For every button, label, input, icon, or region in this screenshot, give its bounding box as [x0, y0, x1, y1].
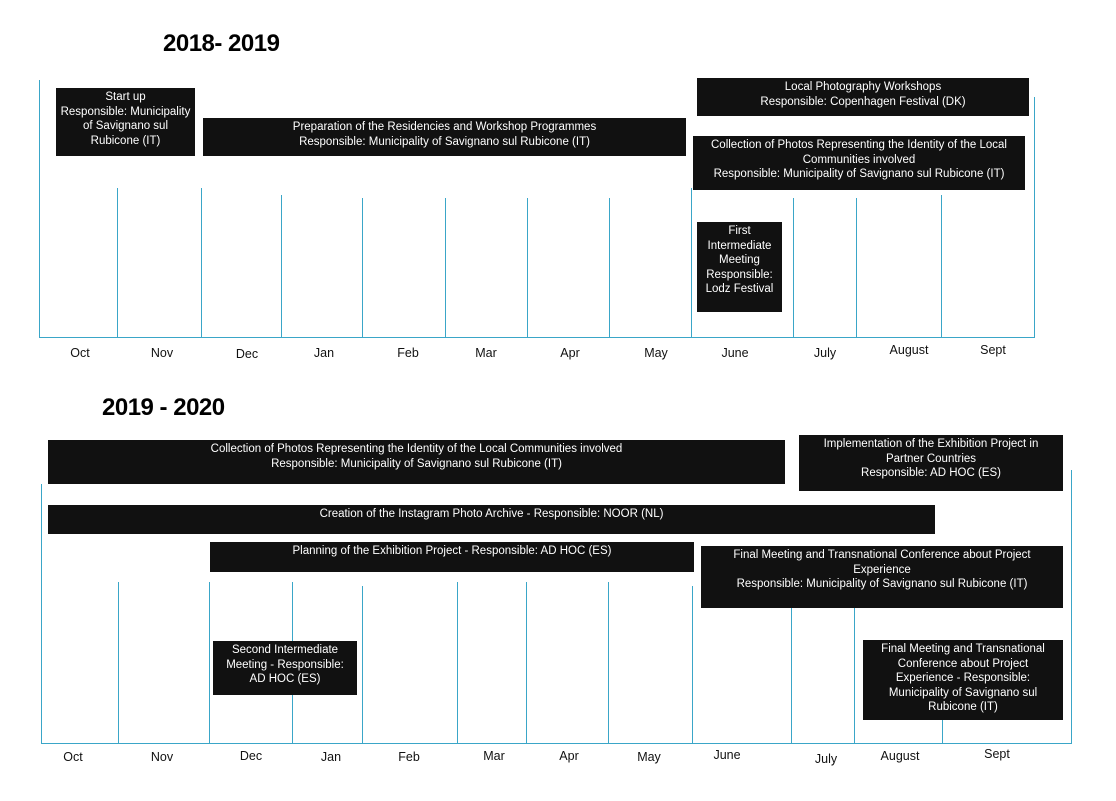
- gridline: [41, 484, 42, 744]
- month-label: August: [880, 749, 920, 763]
- box-implementation: Implementation of the Exhibition Project in Partner Countries Responsible: AD HOC (ES): [799, 435, 1063, 491]
- month-label: June: [721, 346, 749, 360]
- box-start-up: Start up Responsible: Municipality of Savignano sul Rubicone (IT): [56, 88, 195, 156]
- month-label: Apr: [560, 346, 580, 360]
- month-label: Mar: [475, 346, 497, 360]
- month-label: June: [713, 748, 741, 762]
- month-label: Dec: [239, 749, 263, 763]
- month-label: May: [637, 750, 661, 764]
- baseline: [39, 337, 1035, 338]
- box-photo-workshops: Local Photography Workshops Responsible: Copenhagen Festival (DK): [697, 78, 1029, 116]
- box-first-meeting: First Intermediate Meeting Responsible: Lodz Festival: [697, 222, 782, 312]
- section-1-title: 2018- 2019: [163, 30, 280, 57]
- box-final-meeting-small: Final Meeting and Transnational Conference about Project Experience - Responsible: Municipality of Savignano sul Rubicone (IT): [863, 640, 1063, 720]
- box-instagram: Creation of the Instagram Photo Archive - Responsible: NOOR (NL): [48, 505, 935, 534]
- gridline: [526, 582, 527, 744]
- gridline: [209, 582, 210, 744]
- baseline: [41, 743, 1072, 744]
- box-collection-2: Collection of Photos Representing the Identity of the Local Communities involved Responsible: Municipality of Savignano sul Rubicone (IT): [48, 440, 785, 484]
- month-label: Feb: [397, 346, 419, 360]
- month-label: Oct: [70, 346, 90, 360]
- gridline: [457, 582, 458, 744]
- month-label: Dec: [235, 347, 259, 361]
- month-label: Oct: [63, 750, 83, 764]
- gridline: [608, 582, 609, 744]
- month-label: July: [813, 346, 837, 360]
- gridline: [941, 195, 942, 338]
- month-label: Nov: [150, 750, 174, 764]
- month-label: Jan: [320, 750, 342, 764]
- gridline: [362, 198, 363, 338]
- gridline: [1071, 470, 1072, 744]
- month-label: August: [889, 343, 929, 357]
- month-label: Jan: [313, 346, 335, 360]
- gridline: [118, 582, 119, 744]
- month-label: Sept: [980, 343, 1006, 357]
- gridline: [609, 198, 610, 338]
- month-label: Nov: [150, 346, 174, 360]
- gridline: [791, 607, 792, 744]
- gridline: [281, 195, 282, 338]
- gridline: [39, 80, 40, 338]
- box-collection-1: Collection of Photos Representing the Identity of the Local Communities involved Responsible: Municipality of Savignano sul Rubicone (IT): [693, 136, 1025, 190]
- gridline: [1034, 97, 1035, 338]
- gridline: [692, 586, 693, 744]
- gridline: [445, 198, 446, 338]
- gridline: [793, 198, 794, 338]
- box-preparation: Preparation of the Residencies and Workshop Programmes Responsible: Municipality of Savignano sul Rubicone (IT): [203, 118, 686, 156]
- gridline: [942, 720, 943, 744]
- box-planning: Planning of the Exhibition Project - Responsible: AD HOC (ES): [210, 542, 694, 572]
- month-label: May: [644, 346, 668, 360]
- gridline: [854, 607, 855, 744]
- gridline: [527, 198, 528, 338]
- month-label: Feb: [398, 750, 420, 764]
- gridline: [201, 188, 202, 338]
- month-label: Apr: [559, 749, 579, 763]
- month-label: Sept: [984, 747, 1010, 761]
- gridline: [691, 188, 692, 338]
- gridline: [856, 198, 857, 338]
- box-final-meeting-wide: Final Meeting and Transnational Conference about Project Experience Responsible: Municipality of Savignano sul Rubicone (IT): [701, 546, 1063, 608]
- gridline: [362, 586, 363, 744]
- section-2-title: 2019 - 2020: [102, 394, 225, 421]
- month-label: Mar: [483, 749, 505, 763]
- box-second-meeting: Second Intermediate Meeting - Responsible: AD HOC (ES): [213, 641, 357, 695]
- month-label: July: [814, 752, 838, 766]
- gridline: [117, 188, 118, 338]
